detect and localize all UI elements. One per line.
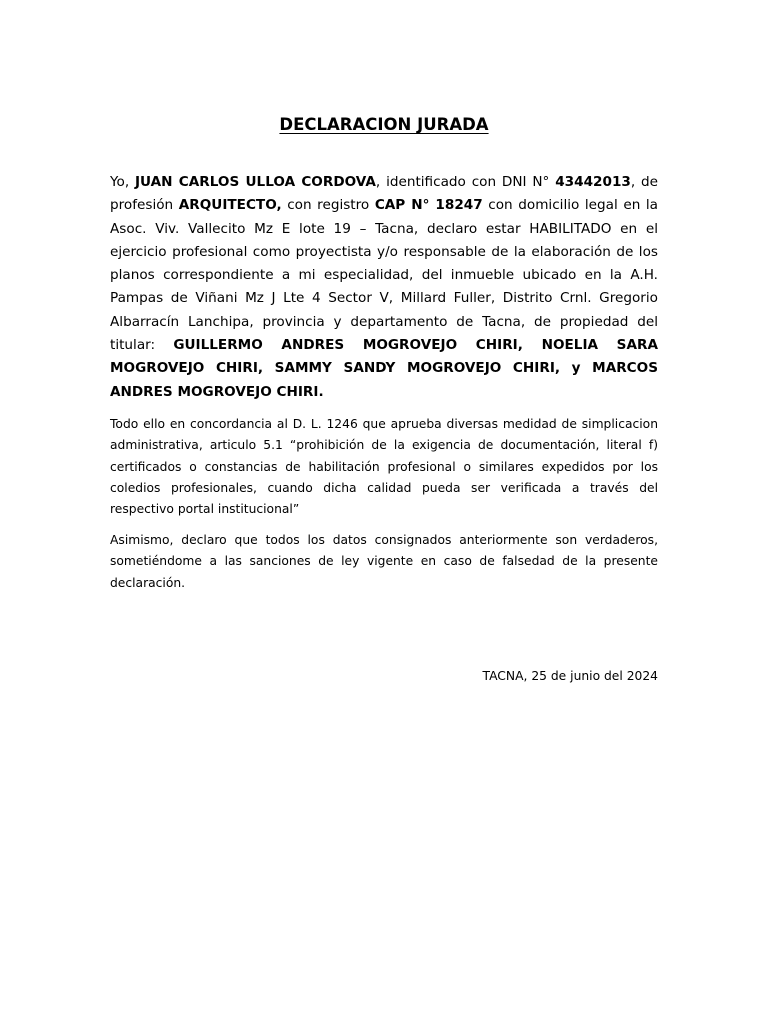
paragraph-text: Yo, xyxy=(110,174,135,190)
cap-registration: CAP N° 18247 xyxy=(374,197,483,214)
paragraph-text: , identificado con DNI N° xyxy=(375,174,556,190)
declaration-paragraph xyxy=(110,171,658,404)
paragraph-text: con registro xyxy=(281,197,375,214)
document-title: DECLARACION JURADA xyxy=(279,115,489,134)
affirmation-paragraph: Asimismo, declaro que todos los datos consignados anteriormente son verdaderos, sometiéndome a las sanciones de ley vigente en caso de falsedad de la presente declaración. xyxy=(110,533,658,590)
dni-number: 43442013 xyxy=(555,174,631,190)
place-date-line: TACNA, 25 de junio del 2024 xyxy=(482,669,658,683)
legal-basis-paragraph: Todo ello en concordancia al D. L. 1246 que aprueba diversas medidad de simplicacion administrativa, articulo 5.1 “prohibición de la exigencia de documentación, literal f) certificados o constancias de habilitación profesional o similares expedidos por los coledios profesionales, cuando dicha calidad pueda ser verificada a través del respectivo portal institucional” xyxy=(110,417,658,517)
property-owners: GUILLERMO ANDRES MOGROVEJO CHIRI, NOELIA SARA MOGROVEJO CHIRI, SAMMY SANDY MOGROVEJO CHIRI, y MARCOS ANDRES MOGROVEJO CHIRI. xyxy=(110,337,658,400)
declarant-name: JUAN CARLOS ULLOA CORDOVA xyxy=(134,174,376,190)
profession: ARQUITECTO, xyxy=(178,197,282,214)
paragraph-text: con domicilio legal en la Asoc. Viv. Vallecito Mz E lote 19 – Tacna, declaro estar HABILITADO en el ejercicio profesional como proyectista y/o responsable de la elaboración de los planos correspondiente a mi especialidad, del inmueble ubicado en la A.H. Pampas de Viñani Mz J Lte 4 Sector V, Millard Fuller, Distrito Crnl. Gregorio Albarracín Lanchipa, provincia y departamento de Tacna, de propiedad del titular: xyxy=(110,197,658,354)
paragraph-text: , de profesión xyxy=(110,174,658,214)
